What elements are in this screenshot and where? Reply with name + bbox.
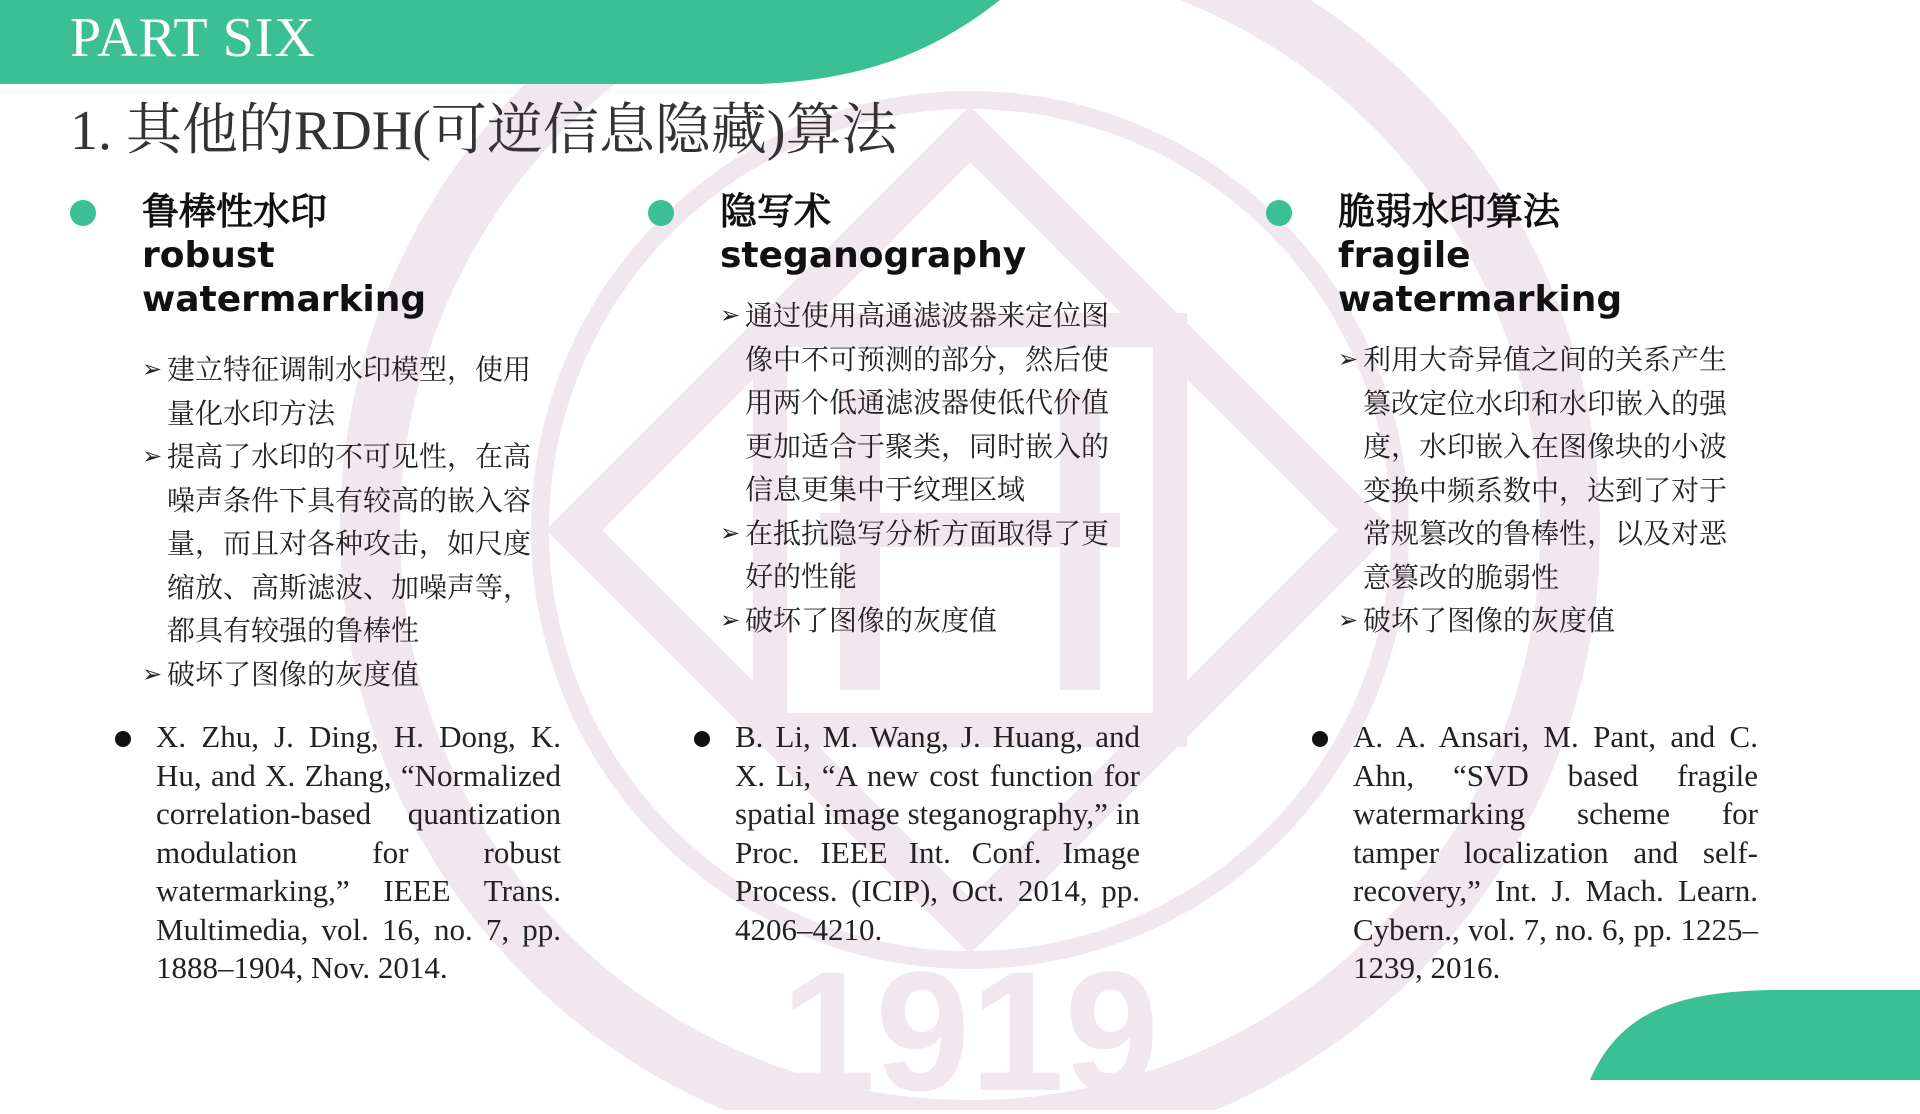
heading-zh: 鲁棒性水印 bbox=[142, 190, 327, 233]
bullet-text: 破坏了图像的灰度值 bbox=[167, 657, 420, 691]
heading-dot-icon bbox=[648, 200, 674, 226]
bullet-text: 破坏了图像的灰度值 bbox=[1363, 604, 1616, 637]
slide-title: 1. 其他的RDH(可逆信息隐藏)算法 bbox=[70, 100, 898, 162]
list-item bbox=[720, 294, 1125, 512]
arrow-bullet-icon: ➢ bbox=[720, 605, 741, 634]
column-steganography bbox=[648, 190, 1118, 642]
part-label: PART SIX bbox=[70, 7, 316, 69]
heading-en: robust watermarking bbox=[142, 235, 427, 320]
reference-robust bbox=[156, 718, 561, 988]
arrow-bullet-icon: ➢ bbox=[142, 442, 163, 470]
heading-en: fragile watermarking bbox=[1338, 235, 1623, 320]
column-heading bbox=[1338, 190, 1736, 322]
heading-zh: 脆弱水印算法 bbox=[1338, 190, 1560, 233]
column-heading bbox=[142, 190, 540, 322]
reference-text: A. A. Ansari, M. Pant, and C. Ahn, “SVD based fragile watermarking scheme for tamper localization and self-recovery,” Int. J. Mach. Learn. Cybern., vol. 7, no. 6, pp. 1225–1239, 2016. bbox=[1353, 719, 1758, 985]
bullet-list bbox=[142, 348, 540, 696]
arrow-bullet-icon: ➢ bbox=[720, 301, 741, 329]
arrow-bullet-icon: ➢ bbox=[142, 355, 163, 383]
list-item bbox=[720, 599, 1125, 643]
reference-steganography bbox=[735, 718, 1140, 949]
column-heading bbox=[720, 190, 1118, 278]
bullet-text: 利用大奇异值之间的关系产生篡改定位水印和水印嵌入的强度，水印嵌入在图像块的小波变换中频系数中，达到了对于常规篡改的鲁棒性，以及对恶意篡改的脆弱性 bbox=[1363, 343, 1728, 594]
bullet-text: 通过使用高通滤波器来定位图像中不可预测的部分，然后使用两个低通滤波器使低代价值更加适合于聚类，同时嵌入的信息更集中于纹理区域 bbox=[745, 299, 1110, 506]
reference-fragile bbox=[1353, 718, 1758, 988]
arrow-bullet-icon: ➢ bbox=[720, 518, 741, 547]
heading-en: steganography bbox=[720, 235, 1027, 276]
bullet-text: 提高了水印的不可见性，在高噪声条件下具有较高的嵌入容量，而且对各种攻击，如尺度缩放、高斯滤波、加噪声等，都具有较强的鲁棒性 bbox=[167, 440, 532, 647]
heading-dot-icon bbox=[70, 200, 96, 226]
column-fragile-watermarking bbox=[1266, 190, 1736, 643]
bullet-text: 在抵抗隐写分析方面取得了更好的性能 bbox=[745, 516, 1110, 593]
bullet-text: 破坏了图像的灰度值 bbox=[745, 603, 998, 637]
list-item bbox=[142, 653, 537, 697]
list-item bbox=[1338, 599, 1743, 643]
reference-text: B. Li, M. Wang, J. Huang, and X. Li, “A new cost function for spatial image steganography,” in Proc. IEEE Int. Conf. Image Process. (ICIP), Oct. 2014, pp. 4206–4210. bbox=[735, 719, 1140, 947]
reference-bullet-icon bbox=[694, 731, 710, 747]
reference-bullet-icon bbox=[115, 731, 131, 747]
seal-year: 1919 bbox=[780, 937, 1160, 1110]
column-robust-watermarking bbox=[70, 190, 540, 696]
list-item bbox=[1338, 338, 1743, 599]
bullet-list bbox=[1338, 338, 1736, 643]
arrow-bullet-icon: ➢ bbox=[1338, 345, 1359, 373]
bullet-text: 建立特征调制水印模型，使用量化水印方法 bbox=[167, 353, 532, 430]
list-item bbox=[142, 435, 537, 653]
reference-text: X. Zhu, J. Ding, H. Dong, K. Hu, and X. Zhang, “Normalized correlation-based quantization modulation for robust watermarking,” IEEE Trans. Multimedia, vol. 16, no. 7, pp. 1888–1904, Nov. 2014. bbox=[156, 719, 561, 985]
list-item bbox=[142, 348, 537, 435]
arrow-bullet-icon: ➢ bbox=[1338, 606, 1359, 634]
list-item bbox=[720, 512, 1125, 599]
bullet-list bbox=[720, 294, 1118, 642]
heading-zh: 隐写术 bbox=[720, 190, 831, 233]
reference-bullet-icon bbox=[1312, 731, 1328, 747]
arrow-bullet-icon: ➢ bbox=[142, 659, 163, 688]
heading-dot-icon bbox=[1266, 200, 1292, 226]
corner-decoration bbox=[1590, 990, 1920, 1080]
